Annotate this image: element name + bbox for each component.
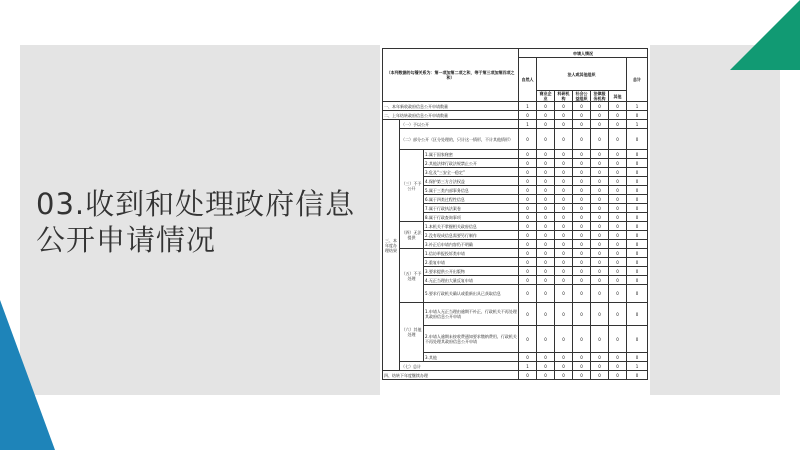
row-value: 0 <box>537 129 555 150</box>
row-value: 0 <box>537 102 555 111</box>
row-value: 0 <box>609 353 627 362</box>
row-label: 6.属于四类过程性信息 <box>424 195 519 204</box>
row-value: 0 <box>627 267 648 276</box>
row-value: 0 <box>537 120 555 129</box>
row-value: 0 <box>537 371 555 380</box>
subcat-not-handle: （五）不予处理 <box>400 249 424 303</box>
row-value: 0 <box>519 222 537 231</box>
row-value: 0 <box>555 240 573 249</box>
row-value: 0 <box>519 177 537 186</box>
row-value: 0 <box>537 258 555 267</box>
row-value: 0 <box>537 276 555 285</box>
row-value: 0 <box>555 222 573 231</box>
row-value: 0 <box>573 240 591 249</box>
row-value: 0 <box>537 353 555 362</box>
application-stats-table <box>382 48 648 380</box>
table-row <box>383 120 648 129</box>
row-label: 1.申请人无正当理由逾期不补正、行政机关不再处理其政府信息公开申请 <box>424 303 519 326</box>
row-value: 0 <box>519 258 537 267</box>
header-total: 总计 <box>627 58 648 102</box>
row-value: 0 <box>537 168 555 177</box>
row-value: 0 <box>573 362 591 371</box>
row-label: 4.无正当理由大量反复申请 <box>424 276 519 285</box>
row-value: 0 <box>573 168 591 177</box>
row-value: 0 <box>555 353 573 362</box>
row-label: 3.危及“三安全一稳定” <box>424 168 519 177</box>
row-value: 0 <box>591 222 609 231</box>
row-value: 0 <box>627 276 648 285</box>
row-value: 0 <box>537 222 555 231</box>
row-value: 0 <box>537 177 555 186</box>
row-value: 0 <box>609 276 627 285</box>
row-value: 0 <box>555 177 573 186</box>
row-value: 0 <box>555 111 573 120</box>
row-value: 0 <box>609 129 627 150</box>
row-value: 0 <box>555 168 573 177</box>
row-label: 2.申请人逾期未按收费通知要求缴纳费用、行政机关不再处理其政府信息公开申请 <box>424 326 519 353</box>
row-label: （七）总计 <box>400 362 519 371</box>
row-value: 0 <box>519 195 537 204</box>
row-value: 0 <box>627 186 648 195</box>
row-value: 0 <box>537 213 555 222</box>
row-value: 0 <box>573 213 591 222</box>
row-value: 0 <box>519 129 537 150</box>
row-value: 0 <box>627 371 648 380</box>
row-value: 0 <box>573 177 591 186</box>
row-value: 0 <box>591 267 609 276</box>
row-value: 0 <box>591 102 609 111</box>
row-value: 0 <box>555 195 573 204</box>
header-social: 社会公益组织 <box>573 91 591 102</box>
row-value: 0 <box>609 213 627 222</box>
row-value: 0 <box>591 168 609 177</box>
header-legal: 法律服务机构 <box>591 91 609 102</box>
row-value: 0 <box>609 258 627 267</box>
row-value: 0 <box>519 371 537 380</box>
header-group: 申请人情况 <box>519 49 648 58</box>
row-value: 0 <box>519 111 537 120</box>
row-value: 0 <box>519 249 537 258</box>
row-value: 1 <box>519 362 537 371</box>
row-value: 0 <box>537 249 555 258</box>
row-value: 0 <box>555 249 573 258</box>
row-value: 0 <box>627 353 648 362</box>
row-label: 1.本机关不掌握相关政府信息 <box>424 222 519 231</box>
row-value: 0 <box>591 111 609 120</box>
row-value: 0 <box>609 177 627 186</box>
row-value: 0 <box>609 231 627 240</box>
header-research: 科研机构 <box>555 91 573 102</box>
row-value: 0 <box>555 267 573 276</box>
row-value: 0 <box>537 362 555 371</box>
row-value: 0 <box>537 195 555 204</box>
row-value: 0 <box>555 204 573 213</box>
subcat-cannot-provide: （四）无法提供 <box>400 222 424 249</box>
row-value: 0 <box>591 258 609 267</box>
header-other: 其他 <box>609 91 627 102</box>
row-value: 0 <box>591 150 609 159</box>
row-label: 3.其他 <box>424 353 519 362</box>
row-label: 3.补正后申请内容仍不明确 <box>424 240 519 249</box>
row-value: 0 <box>627 168 648 177</box>
corner-triangle-blue <box>0 300 55 450</box>
row-value: 0 <box>555 303 573 326</box>
row-value: 1 <box>627 362 648 371</box>
slide-title-line1: 03.收到和处理政府信息 <box>36 187 356 221</box>
row-value: 0 <box>591 285 609 303</box>
row-value: 0 <box>555 120 573 129</box>
row-value: 0 <box>573 186 591 195</box>
row-value: 0 <box>591 120 609 129</box>
row-value: 0 <box>555 231 573 240</box>
row-value: 0 <box>591 240 609 249</box>
row-label: 2.其他法律行政法规禁止公开 <box>424 159 519 168</box>
row-value: 0 <box>537 267 555 276</box>
subcat-not-disclose: （三）不予公开 <box>400 150 424 222</box>
row-label: 5.属于三类内部事务信息 <box>424 186 519 195</box>
table-row <box>383 362 648 371</box>
row-label: 5.要求行政机关确认或重新出具已获取信息 <box>424 285 519 303</box>
row-label: 一、本年新收政府信息公开申请数量 <box>383 102 519 111</box>
subcat-other-handle: （六）其他处理 <box>400 303 424 362</box>
row-value: 0 <box>555 276 573 285</box>
row-value: 0 <box>609 168 627 177</box>
row-label: 8.属于行政查询事项 <box>424 213 519 222</box>
row-value: 0 <box>519 231 537 240</box>
row-value: 0 <box>519 285 537 303</box>
row-value: 0 <box>519 204 537 213</box>
row-value: 0 <box>519 240 537 249</box>
row-value: 0 <box>573 267 591 276</box>
table-row <box>383 111 648 120</box>
row-value: 0 <box>519 168 537 177</box>
row-value: 0 <box>555 362 573 371</box>
row-label: 1.属于国家秘密 <box>424 150 519 159</box>
row-value: 0 <box>573 303 591 326</box>
row-value: 0 <box>555 326 573 353</box>
row-value: 0 <box>573 249 591 258</box>
row-value: 0 <box>627 150 648 159</box>
row-value: 0 <box>537 231 555 240</box>
row-value: 0 <box>555 285 573 303</box>
row-value: 0 <box>609 222 627 231</box>
row-value: 1 <box>627 102 648 111</box>
row-value: 0 <box>591 195 609 204</box>
row-value: 0 <box>537 240 555 249</box>
row-value: 0 <box>627 326 648 353</box>
row-value: 0 <box>609 249 627 258</box>
row-value: 0 <box>609 326 627 353</box>
row-value: 0 <box>537 204 555 213</box>
row-value: 0 <box>537 111 555 120</box>
row-value: 0 <box>555 186 573 195</box>
header-natural: 自然人 <box>519 58 537 102</box>
row-value: 0 <box>555 150 573 159</box>
row-value: 0 <box>609 285 627 303</box>
table-row <box>383 371 648 380</box>
table-row <box>383 102 648 111</box>
corner-triangle-green <box>730 0 800 70</box>
row-value: 0 <box>627 258 648 267</box>
row-value: 0 <box>609 159 627 168</box>
row-value: 0 <box>573 258 591 267</box>
row-value: 0 <box>627 231 648 240</box>
row-value: 0 <box>519 276 537 285</box>
row-value: 0 <box>591 159 609 168</box>
row-value: 0 <box>519 186 537 195</box>
row-value: 0 <box>591 303 609 326</box>
row-value: 1 <box>519 120 537 129</box>
row-label: 2.重复申请 <box>424 258 519 267</box>
row-value: 0 <box>537 159 555 168</box>
row-value: 0 <box>627 240 648 249</box>
row-value: 0 <box>519 303 537 326</box>
row-value: 0 <box>537 303 555 326</box>
row-value: 0 <box>609 267 627 276</box>
row-value: 1 <box>519 102 537 111</box>
row-value: 0 <box>627 222 648 231</box>
row-value: 0 <box>627 129 648 150</box>
header-corner: （本列数据的勾稽关系为：第一项加第二项之和，等于第三项加第四项之和） <box>383 49 519 102</box>
row-value: 0 <box>537 285 555 303</box>
row-value: 0 <box>627 303 648 326</box>
row-value: 0 <box>573 129 591 150</box>
row-value: 0 <box>573 222 591 231</box>
row-value: 0 <box>591 213 609 222</box>
row-value: 0 <box>519 150 537 159</box>
row-value: 0 <box>591 186 609 195</box>
header-subgroup: 法人或其他组织 <box>537 58 627 91</box>
row-value: 0 <box>591 353 609 362</box>
header-row-1 <box>383 49 648 58</box>
row-value: 0 <box>591 371 609 380</box>
row-value: 0 <box>627 204 648 213</box>
row-value: 0 <box>591 204 609 213</box>
slide-title-line2: 公开申请情况 <box>36 223 217 257</box>
row-label: 7.属于行政执法案卷 <box>424 204 519 213</box>
row-value: 0 <box>609 120 627 129</box>
row-value: 0 <box>609 362 627 371</box>
row-value: 0 <box>609 195 627 204</box>
row-value: 0 <box>627 111 648 120</box>
slide-title <box>36 186 366 258</box>
row-value: 0 <box>609 111 627 120</box>
row-label: 四、结转下年度继续办理 <box>383 371 519 380</box>
row-value: 0 <box>573 150 591 159</box>
row-label: 3.要求提供公开出版物 <box>424 267 519 276</box>
row-label: 二、上年结转政府信息公开申请数量 <box>383 111 519 120</box>
row-value: 0 <box>519 159 537 168</box>
row-value: 0 <box>555 213 573 222</box>
row-value: 0 <box>519 353 537 362</box>
row-value: 0 <box>591 129 609 150</box>
row-value: 0 <box>627 159 648 168</box>
row-value: 0 <box>627 285 648 303</box>
row-label: （一）予以公开 <box>400 120 519 129</box>
row-value: 0 <box>555 129 573 150</box>
row-value: 0 <box>609 204 627 213</box>
row-value: 0 <box>609 303 627 326</box>
row-value: 0 <box>573 120 591 129</box>
row-value: 0 <box>519 326 537 353</box>
table-row <box>383 249 648 258</box>
row-value: 0 <box>573 353 591 362</box>
row-value: 0 <box>609 150 627 159</box>
row-value: 0 <box>591 249 609 258</box>
row-value: 0 <box>573 102 591 111</box>
row-value: 0 <box>573 371 591 380</box>
row-value: 0 <box>537 326 555 353</box>
row-value: 0 <box>627 195 648 204</box>
row-value: 0 <box>627 177 648 186</box>
row-label: 4.保护第三方合法权益 <box>424 177 519 186</box>
row-value: 0 <box>591 231 609 240</box>
row-value: 0 <box>573 231 591 240</box>
row-value: 0 <box>537 150 555 159</box>
category-result: 三、本年度办理结果 <box>383 120 400 371</box>
row-value: 0 <box>609 371 627 380</box>
header-commercial: 商业企业 <box>537 91 555 102</box>
row-value: 0 <box>519 267 537 276</box>
row-value: 0 <box>555 371 573 380</box>
row-label: 2.没有现成信息需要另行制作 <box>424 231 519 240</box>
row-value: 0 <box>573 276 591 285</box>
row-value: 0 <box>591 326 609 353</box>
row-value: 0 <box>573 285 591 303</box>
row-value: 0 <box>555 102 573 111</box>
row-value: 0 <box>555 159 573 168</box>
row-value: 0 <box>573 159 591 168</box>
row-value: 0 <box>537 186 555 195</box>
row-value: 0 <box>591 362 609 371</box>
row-value: 0 <box>591 276 609 285</box>
table-row <box>383 303 648 326</box>
row-label: 1.信访举报投诉类申请 <box>424 249 519 258</box>
table-row <box>383 129 648 150</box>
row-value: 0 <box>609 186 627 195</box>
row-value: 1 <box>627 120 648 129</box>
row-value: 0 <box>627 249 648 258</box>
table-row <box>383 222 648 231</box>
row-value: 0 <box>519 213 537 222</box>
row-value: 0 <box>573 195 591 204</box>
row-value: 0 <box>591 177 609 186</box>
row-value: 0 <box>627 213 648 222</box>
row-value: 0 <box>573 204 591 213</box>
row-value: 0 <box>555 258 573 267</box>
table-row <box>383 150 648 159</box>
row-label: （二）部分公开（区分处理的，只计这一情形，不计其他情形） <box>400 129 519 150</box>
row-value: 0 <box>609 240 627 249</box>
row-value: 0 <box>573 326 591 353</box>
row-value: 0 <box>609 102 627 111</box>
row-value: 0 <box>573 111 591 120</box>
